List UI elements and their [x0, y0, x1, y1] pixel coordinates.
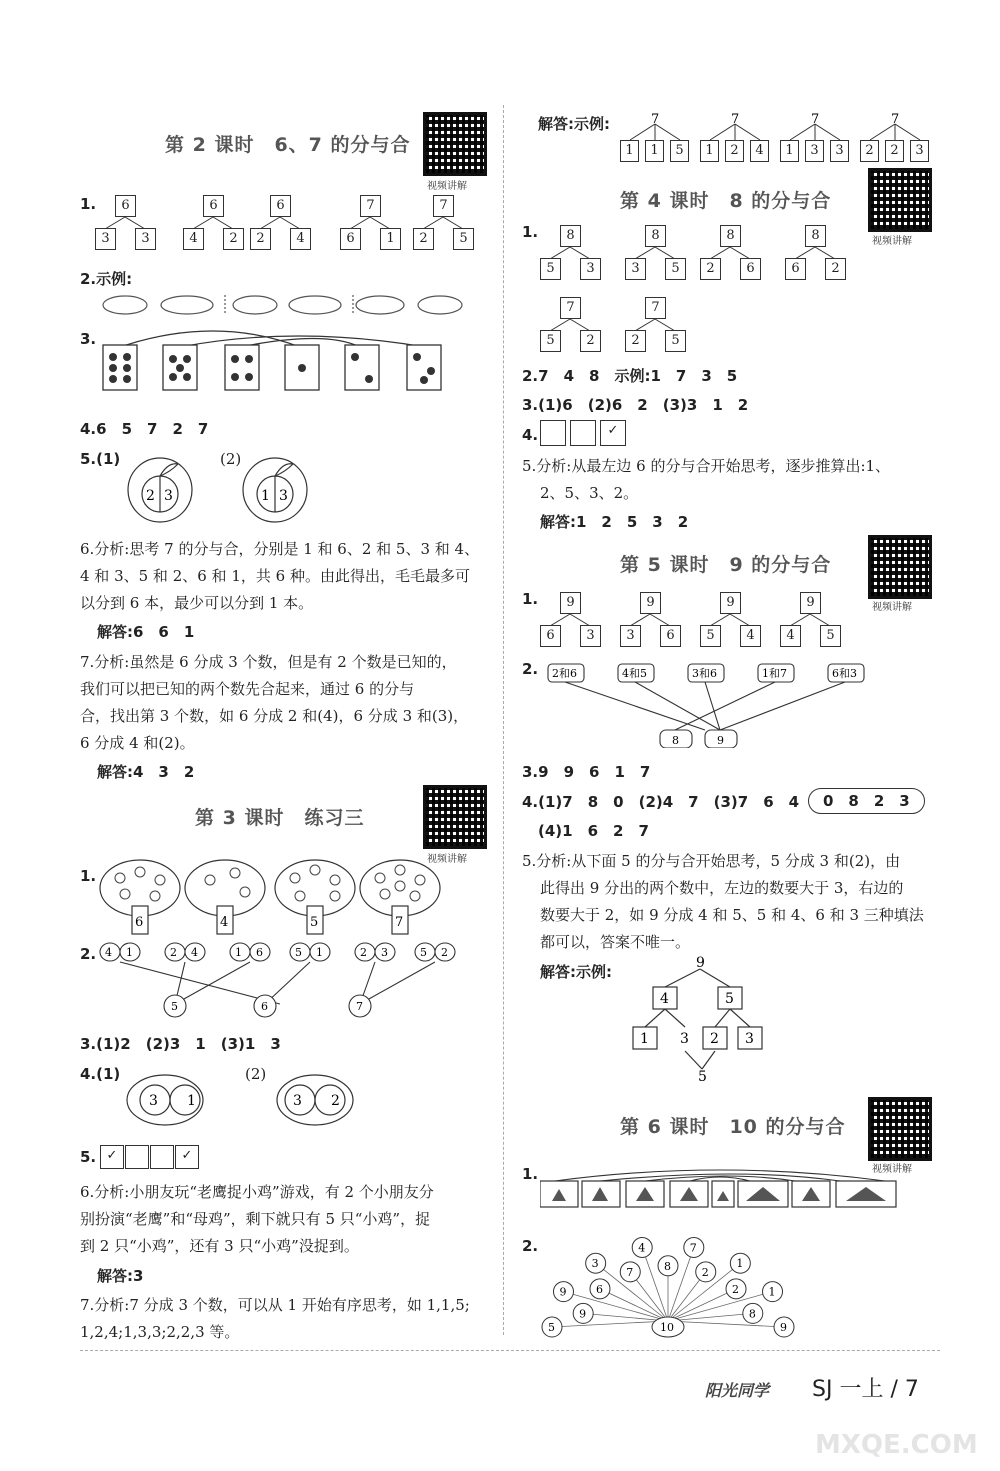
q5-label-2: (2)	[220, 450, 242, 468]
s5-q2-label: 2.	[522, 660, 539, 678]
check-box	[125, 1145, 149, 1169]
bf2-r: 4	[191, 946, 198, 959]
tree-part: 2	[223, 228, 244, 250]
tree-part: 5	[540, 330, 561, 352]
tree-part: 5	[670, 140, 689, 162]
s3-q2-butterfly-match	[95, 938, 475, 1018]
tree-total: 7	[891, 112, 900, 127]
s5-q1-split-trees	[540, 592, 840, 647]
tree-total: 9	[640, 592, 661, 614]
tree-part: 5	[540, 258, 561, 280]
tree-total: 8	[560, 225, 581, 247]
oval-left-a: 3	[149, 1093, 158, 1109]
tree-total: 7	[560, 297, 581, 319]
q6-line-2: 4 和 3、5 和 2、6 和 1，共 6 种。由此得出，毛毛最多可	[80, 567, 470, 585]
bubble-value: 3	[591, 1257, 599, 1271]
tree-part: 5	[665, 258, 686, 280]
tree-total: 9	[560, 592, 581, 614]
tree-total: 7	[433, 195, 454, 217]
bubble-value: 7	[626, 1265, 634, 1279]
s3-q1-label: 1.	[80, 867, 97, 885]
bubble-value: 1	[768, 1285, 776, 1299]
bf6-r: 2	[441, 946, 448, 959]
page-code: SJ 一上 / 7	[812, 1377, 919, 1402]
tree-total: 7	[811, 112, 820, 127]
split-tree	[183, 195, 243, 250]
card-2: 4和5	[622, 667, 647, 680]
bf4-l: 5	[295, 946, 302, 959]
s4-q5-line-2: 2、5、3、2。	[540, 484, 639, 502]
s3-q7-line-1: 7.分析:7 分成 3 个数，可以从 1 开始有序思考，如 1,1,5;	[80, 1296, 470, 1314]
tree-lr: 3	[680, 1031, 689, 1047]
footer-divider	[80, 1350, 940, 1351]
peacock-feather-line	[552, 1321, 668, 1327]
tree-part: 6	[540, 625, 561, 647]
s3-q7-line-2: 1,2,4;1,3,3;2,2,3 等。	[80, 1323, 240, 1341]
brand-logo: 阳光同学	[705, 1381, 770, 1400]
tree-total: 6	[203, 195, 224, 217]
s3-q6-answer: 解答:3	[97, 1267, 144, 1285]
s5-q2-card-match	[540, 658, 880, 748]
tree-part: 2	[580, 330, 601, 352]
tree-part: 3	[620, 625, 641, 647]
q2-label: 2.示例:	[80, 270, 133, 288]
tree-part: 5	[665, 330, 686, 352]
q7-line-3: 合，找出第 3 个数，如 6 分成 2 和(4)，6 分成 3 和(3)，	[80, 707, 469, 725]
oval-right-b: 2	[331, 1093, 340, 1109]
s3-q2-label: 2.	[80, 945, 97, 963]
qr-label: 视频讲解	[872, 1164, 912, 1175]
flower-3: 7	[356, 1000, 363, 1013]
bubble-value: 9	[780, 1321, 787, 1334]
tree-part: 1	[380, 228, 401, 250]
q6-line-1: 6.分析:思考 7 的分与合，分别是 1 和 6、2 和 5、3 和 4、	[80, 540, 480, 558]
check-box	[540, 420, 566, 446]
top-three-part-trees	[620, 112, 940, 162]
qr-label: 视频讲解	[872, 602, 912, 613]
tree-root: 9	[696, 955, 705, 971]
tree-part: 1	[645, 140, 664, 162]
target-8: 8	[672, 734, 679, 747]
three-part-tree	[620, 112, 690, 162]
card-5: 6和3	[832, 667, 857, 680]
bf1-l: 4	[105, 946, 112, 959]
q2-groups-figure	[95, 292, 475, 318]
tree-total: 9	[800, 592, 821, 614]
s3-q4-label: 4.(1)	[80, 1065, 121, 1083]
tree-l: 4	[660, 991, 669, 1007]
s6-q1-label: 1.	[522, 1165, 539, 1183]
qr-code[interactable]	[423, 112, 487, 176]
card-4: 1和7	[762, 667, 787, 680]
q7-answer: 解答:4 3 2	[97, 763, 195, 781]
apple1-right: 3	[164, 488, 173, 504]
tree-rr: 3	[745, 1031, 754, 1047]
tree-part: 6	[740, 258, 761, 280]
check-box: ✓	[175, 1145, 199, 1169]
tree-count-1: 6	[135, 915, 144, 930]
tree-count-3: 5	[310, 915, 319, 930]
tree-rl: 2	[710, 1031, 719, 1047]
tree-row	[540, 225, 840, 285]
check-box	[570, 420, 596, 446]
qr-code[interactable]	[868, 535, 932, 599]
split-tree	[95, 195, 155, 250]
q7-line-2: 我们可以把已知的两个数先合起来，通过 6 的分与	[80, 680, 415, 698]
tree-sum: 5	[698, 1069, 707, 1085]
column-divider	[503, 105, 504, 1335]
q7-line-1: 7.分析:虽然是 6 分成 3 个数，但是有 2 个数是已知的，	[80, 653, 457, 671]
q7-line-4: 6 分成 4 和(2)。	[80, 734, 195, 752]
tree-part: 3	[625, 258, 646, 280]
s3-q5-label: 5.	[80, 1148, 97, 1166]
flower-1: 5	[171, 1000, 178, 1013]
watermark: MXQE.COM	[815, 1430, 978, 1460]
tree-count-2: 4	[220, 915, 229, 930]
bubble-value: 9	[559, 1285, 567, 1299]
q6-answer: 解答:6 6 1	[97, 623, 195, 641]
tree-part: 4	[183, 228, 204, 250]
q1-split-trees	[95, 195, 475, 255]
bubble-value: 6	[595, 1282, 603, 1296]
s5-q5-line-2: 此得出 9 分出的两个数中，左边的数要大于 3，右边的	[540, 879, 904, 897]
tree-total: 8	[720, 225, 741, 247]
tree-part: 3	[580, 258, 601, 280]
tree-total: 6	[115, 195, 136, 217]
section-title-2: 第 2 课时 6、7 的分与合	[165, 134, 411, 156]
tree-total: 7	[360, 195, 381, 217]
three-part-tree	[860, 112, 930, 162]
tree-part: 2	[860, 140, 879, 162]
card-3: 3和6	[692, 667, 717, 680]
s3-q1-apple-trees	[95, 858, 475, 938]
tree-part: 1	[780, 140, 799, 162]
bubble-value: 4	[638, 1241, 646, 1255]
s5-q4-line-1: 4.(1)7 8 0 (2)4 7 (3)7 6 4	[522, 793, 800, 811]
three-part-tree	[780, 112, 850, 162]
bf6-l: 5	[420, 946, 427, 959]
split-tree	[700, 592, 760, 647]
tree-row	[540, 297, 840, 357]
bf5-r: 3	[381, 946, 388, 959]
s3-q4-ovals	[125, 1070, 365, 1130]
s6-q2-label: 2.	[522, 1237, 539, 1255]
bf2-l: 2	[170, 946, 177, 959]
card-1: 2和6	[552, 667, 577, 680]
s3-q4-label-2: (2)	[245, 1065, 267, 1083]
q3-dice-match	[95, 325, 475, 400]
tree-total: 8	[645, 225, 666, 247]
s4-q1-split-trees	[540, 225, 840, 355]
s5-q5-answer-label: 解答:示例:	[540, 963, 612, 981]
split-tree	[340, 195, 400, 250]
top-answer-label: 解答:示例:	[538, 115, 610, 133]
tree-r: 5	[725, 991, 734, 1007]
bubble-value: 8	[748, 1307, 756, 1321]
tree-part: 1	[700, 140, 719, 162]
tree-part: 3	[805, 140, 824, 162]
bubble-value: 8	[664, 1259, 671, 1273]
peacock-total: 10	[660, 1321, 674, 1334]
tree-part: 4	[780, 625, 801, 647]
section-title-4: 第 4 课时 8 的分与合	[620, 190, 832, 212]
s3-q3-answer: 3.(1)2 (2)3 1 (3)1 3	[80, 1035, 281, 1053]
tree-total: 9	[720, 592, 741, 614]
tree-part: 6	[660, 625, 681, 647]
apple2-left: 1	[261, 488, 270, 504]
qr-label: 视频讲解	[427, 854, 467, 865]
peacock-feather-line	[668, 1321, 784, 1327]
tree-part: 3	[95, 228, 116, 250]
bf3-r: 6	[256, 946, 263, 959]
bf4-r: 1	[316, 946, 323, 959]
tree-part: 4	[290, 228, 311, 250]
tree-part: 2	[825, 258, 846, 280]
split-tree	[620, 592, 680, 647]
apple2-right: 3	[279, 488, 288, 504]
bubble-value: 2	[701, 1265, 709, 1279]
oval-right-a: 3	[293, 1093, 302, 1109]
q5-label: 5.(1)	[80, 450, 121, 468]
tree-part: 2	[413, 228, 434, 250]
tree-part: 5	[700, 625, 721, 647]
q3-label: 3.	[80, 330, 97, 348]
tree-total: 8	[805, 225, 826, 247]
flower-2: 6	[261, 1000, 268, 1013]
s5-q5-line-3: 数要大于 2，如 9 分成 4 和 5、5 和 4、6 和 3 三种填法	[540, 906, 924, 924]
section-title-6: 第 6 课时 10 的分与合	[620, 1116, 846, 1138]
oval-left-b: 1	[187, 1093, 196, 1109]
tree-part: 2	[725, 140, 744, 162]
split-tree	[250, 195, 310, 250]
s3-q6-line-2: 别扮演“老鹰”和“母鸡”，剩下就只有 5 只“小鸡”，捉	[80, 1210, 431, 1228]
tree-total: 7	[645, 297, 666, 319]
qr-code[interactable]	[868, 1097, 932, 1161]
bubble-value: 7	[689, 1241, 697, 1255]
qr-label: 视频讲解	[427, 181, 467, 192]
s5-q4-line-2: (4)1 6 2 7	[538, 822, 649, 840]
s4-q5-line-1: 5.分析:从最左边 6 的分与合开始思考，逐步推算出:1、	[522, 457, 891, 475]
qr-code[interactable]	[423, 785, 487, 849]
tree-part: 4	[740, 625, 761, 647]
bubble-value: 1	[736, 1257, 744, 1271]
tree-part: 2	[700, 258, 721, 280]
tree-total: 7	[651, 112, 660, 127]
tree-part: 6	[340, 228, 361, 250]
bf3-l: 1	[235, 946, 242, 959]
check-box: ✓	[100, 1145, 124, 1169]
apple1-left: 2	[146, 488, 155, 504]
tree-part: 6	[785, 258, 806, 280]
s4-q3-answer: 3.(1)6 (2)6 2 (3)3 1 2	[522, 396, 749, 414]
bf1-r: 1	[126, 946, 133, 959]
s4-q1-label: 1.	[522, 223, 539, 241]
s4-q5-answer: 解答:1 2 5 3 2	[540, 513, 689, 531]
bf5-l: 2	[360, 946, 367, 959]
tree-count-4: 7	[395, 915, 404, 930]
s6-q2-peacock-bubbles	[540, 1235, 800, 1340]
s3-q6-line-1: 6.分析:小朋友玩“老鹰捉小鸡”游戏，有 2 个小朋友分	[80, 1183, 434, 1201]
tree-part: 1	[620, 140, 639, 162]
tree-part: 5	[820, 625, 841, 647]
tree-part: 3	[135, 228, 156, 250]
section-title-3: 第 3 课时 练习三	[195, 807, 365, 829]
tree-part: 3	[580, 625, 601, 647]
s5-q5-line-1: 5.分析:从下面 5 的分与合开始思考，5 分成 3 和(2)，由	[522, 852, 901, 870]
qr-code[interactable]	[868, 168, 932, 232]
tree-total: 7	[731, 112, 740, 127]
tree-ll: 1	[640, 1031, 649, 1047]
tree-part: 2	[625, 330, 646, 352]
s3-q6-line-3: 到 2 只“小鸡”，还有 3 只“小鸡”没捉到。	[80, 1237, 359, 1255]
tree-part: 5	[453, 228, 474, 250]
s6-q1-group-match	[540, 1165, 910, 1210]
s5-q5-line-4: 都可以，答案不唯一。	[540, 933, 691, 951]
s5-q4-oval-answer: 0 8 2 3	[808, 788, 925, 814]
q5-apples	[120, 450, 320, 525]
qr-label: 视频讲解	[872, 236, 912, 247]
split-tree	[625, 297, 685, 352]
q1-label: 1.	[80, 195, 97, 213]
s5-q3-answer: 3.9 9 6 1 7	[522, 763, 651, 781]
split-tree	[540, 592, 600, 647]
s4-q2-answer: 2.7 4 8 示例:1 7 3 5	[522, 367, 738, 385]
bubble-value: 9	[579, 1307, 587, 1321]
check-box: ✓	[600, 420, 626, 446]
s4-q4-label: 4.	[522, 426, 539, 444]
tree-part: 3	[830, 140, 849, 162]
section-title-5: 第 5 课时 9 的分与合	[620, 554, 832, 576]
tree-part: 4	[750, 140, 769, 162]
three-part-tree	[700, 112, 770, 162]
split-tree	[413, 195, 473, 250]
bubble-value: 5	[548, 1321, 555, 1334]
s5-q5-tree-diagram	[620, 955, 780, 1085]
tree-part: 2	[250, 228, 271, 250]
split-tree	[785, 225, 845, 280]
tree-total: 6	[270, 195, 291, 217]
q6-line-3: 以分到 6 本，最少可以分到 1 本。	[80, 594, 314, 612]
tree-part: 2	[885, 140, 904, 162]
s5-q1-label: 1.	[522, 590, 539, 608]
split-tree	[780, 592, 840, 647]
check-box	[150, 1145, 174, 1169]
q4-answer: 4.6 5 7 2 7	[80, 420, 209, 438]
bubble-value: 2	[732, 1282, 740, 1296]
target-9: 9	[717, 734, 724, 747]
tree-part: 3	[910, 140, 929, 162]
